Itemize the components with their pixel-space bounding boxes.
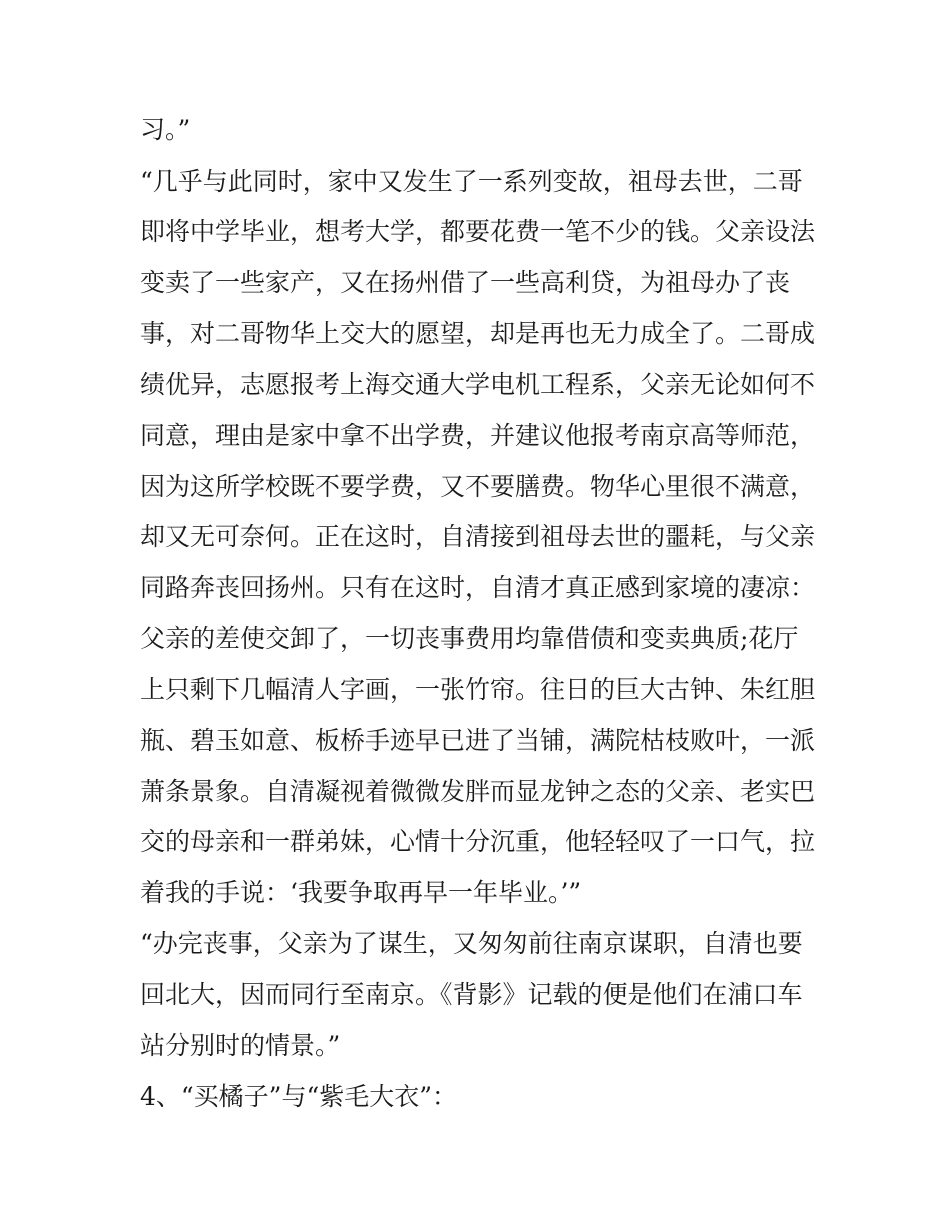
text-line: 站分别时的情景。”: [140, 1031, 341, 1060]
text-line: 同路奔丧回扬州。只有在这时，自清才真正感到家境的凄凉：: [140, 573, 816, 602]
text-line: 习。”: [140, 115, 191, 144]
text-line: 父亲的差使交卸了，一切丧事费用均靠借债和变卖典质;花厅: [140, 624, 799, 653]
text-line: 即将中学毕业，想考大学，都要花费一笔不少的钱。父亲设法: [140, 217, 816, 246]
text-line: 上只剩下几幅清人字画，一张竹帘。往日的巨大古钟、朱红胆: [140, 675, 816, 704]
text-line: “几乎与此同时，家中又发生了一系列变故，祖母去世，二哥: [140, 167, 803, 196]
text-line: 同意，理由是家中拿不出学费，并建议他报考南京高等师范，: [140, 421, 816, 450]
text-line: 绩优异，志愿报考上海交通大学电机工程系，父亲无论如何不: [140, 370, 816, 399]
text-line: “办完丧事，父亲为了谋生，又匆匆前往南京谋职，自清也要: [140, 929, 803, 958]
text-line: 着我的手说：‘我要争取再早一年毕业。’”: [140, 878, 582, 907]
section-heading: 4、“买橘子”与“紫毛大衣”：: [140, 1082, 458, 1111]
text-line: 却又无可奈何。正在这时，自清接到祖母去世的噩耗，与父亲: [140, 522, 816, 551]
text-line: 回北大，因而同行至南京。《背影》记载的便是他们在浦口车: [140, 980, 803, 1009]
text-line: 事，对二哥物华上交大的愿望，却是再也无力成全了。二哥成: [140, 319, 816, 348]
text-line: 瓶、碧玉如意、板桥手迹早已进了当铺，满院枯枝败叶，一派: [140, 726, 816, 755]
text-line: 变卖了一些家产，又在扬州借了一些高利贷，为祖母办了丧: [140, 268, 791, 297]
text-line: 交的母亲和一群弟妹，心情十分沉重，他轻轻叹了一口气，拉: [140, 827, 816, 856]
text-line: 萧条景象。自清凝视着微微发胖而显龙钟之态的父亲、老实巴: [140, 777, 816, 806]
text-line: 因为这所学校既不要学费，又不要膳费。物华心里很不满意，: [140, 472, 816, 501]
